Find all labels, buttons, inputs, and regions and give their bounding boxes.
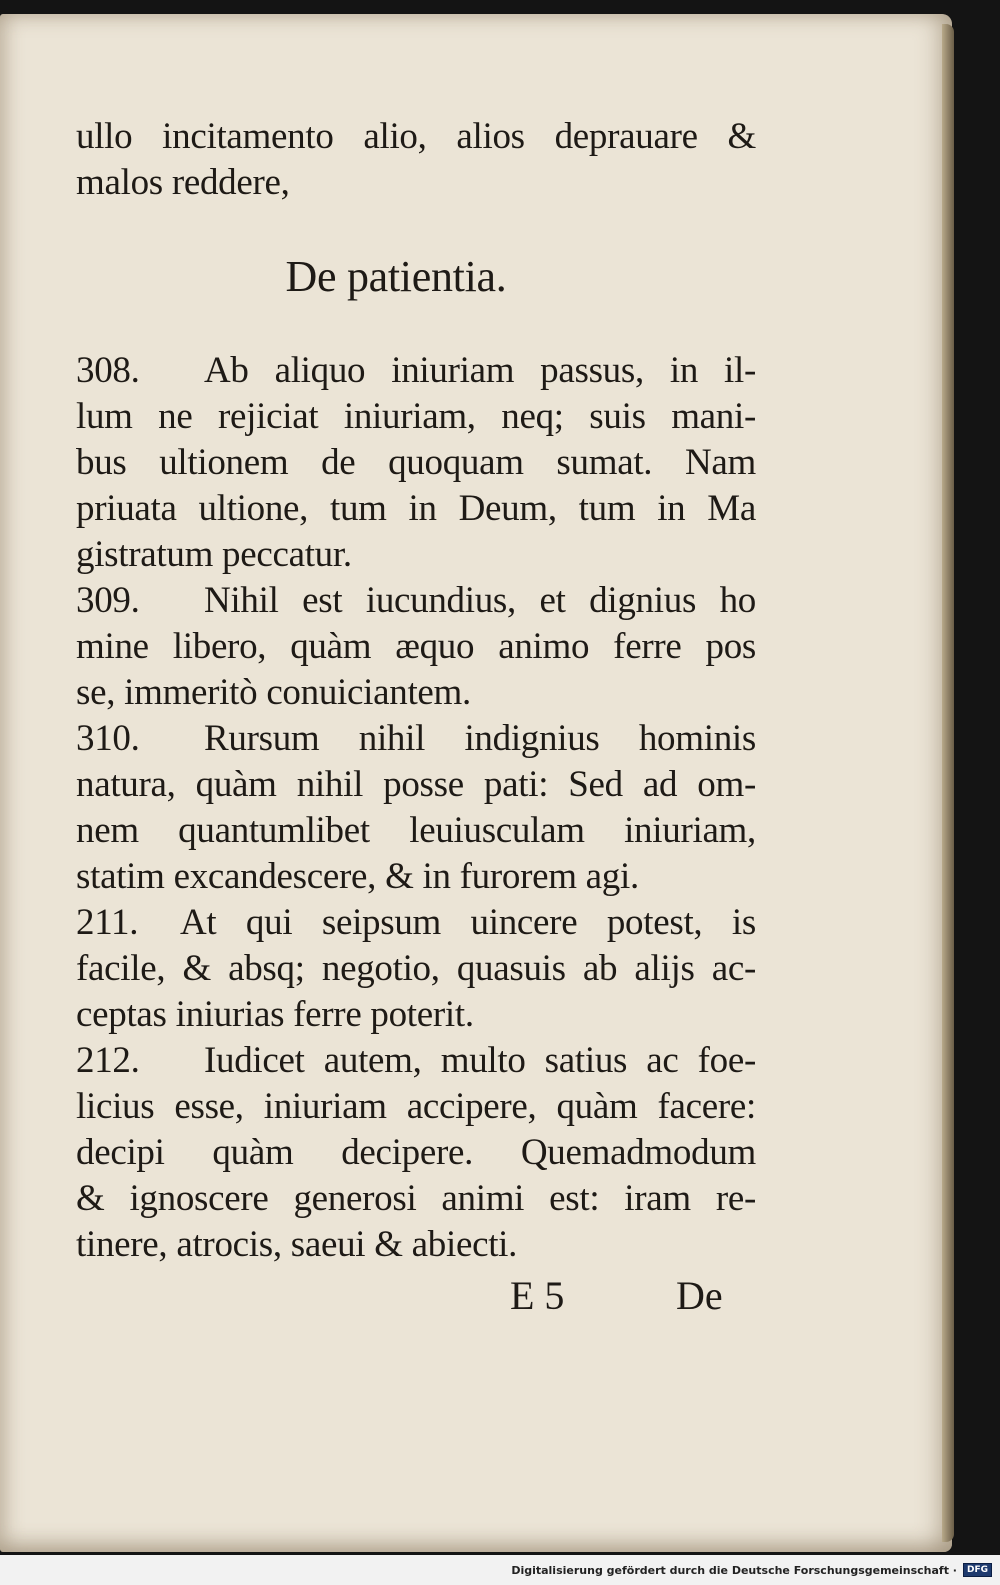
page-edge-shadow <box>942 24 954 1542</box>
paragraph-number: 309. <box>76 580 140 621</box>
text-line: & ignoscere generosi animi est: iram re- <box>76 1178 756 1219</box>
text-fragment: Ab aliquo iniuriam passus, in il- <box>204 350 756 391</box>
paragraph-number: 308. <box>76 350 140 391</box>
text-line: facile, & absq; negotio, quasuis ab alijs ac- <box>76 948 756 989</box>
text-line: lum ne rejiciat iniuriam, neq; suis mani- <box>76 396 756 437</box>
text-fragment: Iudicet autem, multo satius ac foe- <box>204 1040 756 1081</box>
text-line: natura, quàm nihil posse pati: Sed ad om- <box>76 764 756 805</box>
digitization-banner <box>0 1555 1000 1585</box>
section-heading: De patientia. <box>285 252 507 301</box>
text-line: nem quantumlibet leuiusculam iniuriam, <box>76 810 756 851</box>
paragraph-212-first-line <box>76 1038 756 1084</box>
paragraph-number: 211. <box>76 902 139 943</box>
paragraph-308-first-line <box>76 348 756 394</box>
text-line: gistratum peccatur. <box>76 534 352 575</box>
catchword: De <box>676 1273 723 1318</box>
text-line: priuata ultione, tum in Deum, tum in Ma <box>76 488 756 529</box>
text-fragment: Nihil est iucundius, et dignius ho <box>204 580 756 621</box>
text-line: decipi quàm decipere. Quemadmodum <box>76 1132 756 1173</box>
paragraph-number: 212. <box>76 1040 140 1081</box>
paragraph-number: 310. <box>76 718 140 759</box>
text-line: malos reddere, <box>76 162 290 203</box>
text-line: mine libero, quàm æquo animo ferre pos <box>76 626 756 667</box>
paragraph-310-first-line <box>76 716 756 762</box>
text-line: ceptas iniurias ferre poterit. <box>76 994 474 1035</box>
text-line: statim excandescere, & in furorem agi. <box>76 856 639 897</box>
text-line: ullo incitamento alio, alios deprauare & <box>76 116 756 157</box>
page-text <box>76 114 756 1268</box>
text-line: bus ultionem de quoquam sumat. Nam <box>76 442 756 483</box>
dfg-logo-icon: DFG <box>963 1563 992 1577</box>
paragraph-211-first-line <box>76 900 756 946</box>
signature-mark: E 5 <box>510 1273 565 1318</box>
paragraph-309-first-line <box>76 578 756 624</box>
text-fragment: Rursum nihil indignius hominis <box>204 718 756 759</box>
text-fragment: At qui seipsum uincere potest, is <box>180 902 756 943</box>
funding-credit: Digitalisierung gefördert durch die Deutsche Forschungsgemeinschaft · <box>511 1563 957 1577</box>
text-line: se, immeritò conuiciantem. <box>76 672 471 713</box>
text-line: licius esse, iniuriam accipere, quàm facere: <box>76 1086 756 1127</box>
text-line: tinere, atrocis, saeui & abiecti. <box>76 1224 518 1265</box>
book-page <box>0 14 952 1552</box>
